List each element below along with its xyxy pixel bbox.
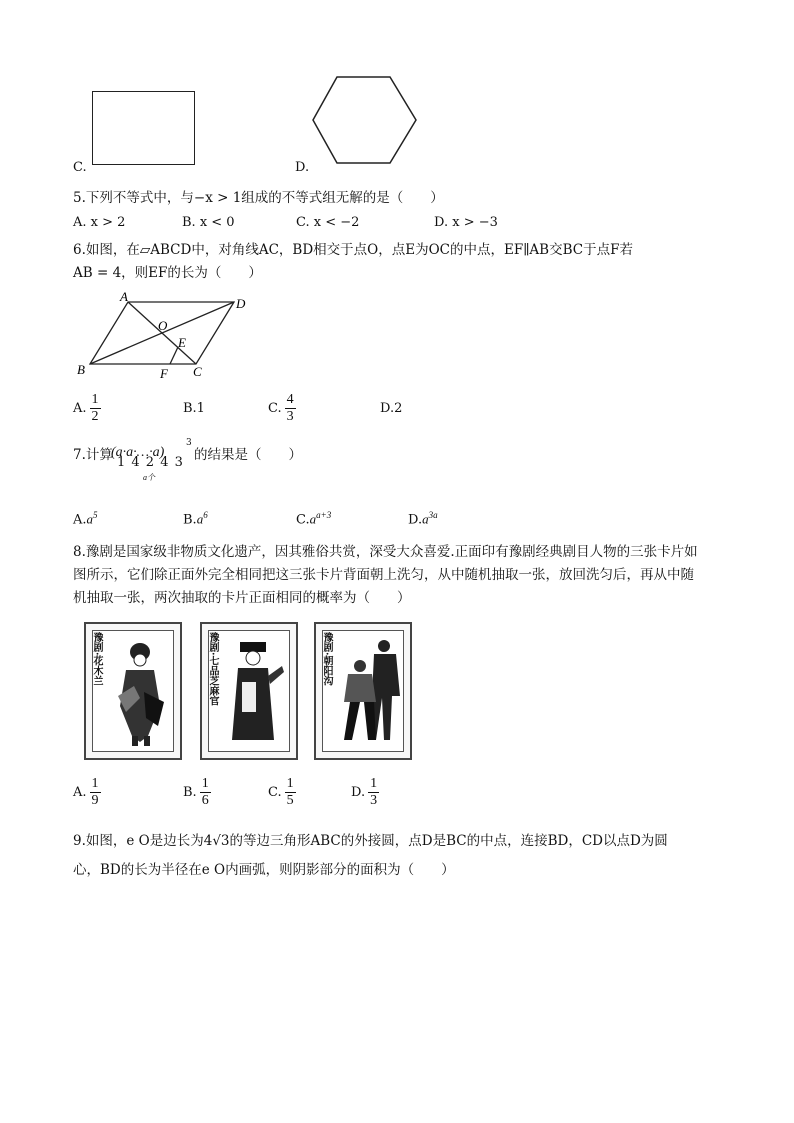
q8-card-hua-mulan: [84, 622, 182, 760]
q7-brace-count: a个: [143, 473, 155, 482]
q8-card-chaoyanggou: [314, 622, 412, 760]
q7-expression: (a·a·…·a): [111, 445, 165, 460]
q6-option-d: D.2: [380, 401, 403, 416]
q8-card-3-figure-image: [334, 636, 406, 748]
q5-option-b: B. x < 0: [182, 215, 235, 230]
q6-option-b: B.1: [183, 401, 205, 416]
q9-stem-line2: 心，BD的长为半径在e O内画弧，则阴影部分的面积为（ ）: [73, 862, 455, 878]
q8-card-3-label: 豫剧·朝阳沟: [321, 632, 332, 686]
q7-option-b: $B.a^6$: [183, 510, 208, 528]
q6-stem-line2: AB = 4，则EF的长为（ ）: [73, 265, 262, 281]
q6-label-c: C: [193, 364, 202, 379]
q7-option-c: $C.a^{a+3}$: [296, 510, 332, 528]
q8-option-b: B. $\frac{1}{6}$: [183, 776, 209, 808]
q7-stem-suffix: 的结果是（ ）: [194, 447, 302, 463]
q6-label-a: A: [120, 289, 128, 304]
q7-brace-digits: 1 4 2 4 3: [117, 455, 184, 470]
q4-option-c-label: C.: [73, 160, 87, 175]
q8-card-2-figure-image: [220, 636, 290, 748]
q7-exponent: 3: [186, 438, 192, 448]
q4-option-d-label: D.: [295, 160, 310, 175]
q8-option-d: D. $\frac{1}{3}$: [351, 776, 378, 808]
q8-card-1-label: 豫剧·花木兰: [91, 632, 102, 686]
q6-label-f: F: [160, 366, 168, 380]
q6-parallelogram-figure: [72, 288, 262, 380]
q7-option-a: $A.a^5$: [73, 510, 98, 528]
q6-label-d: D: [236, 296, 246, 311]
q5-option-c: C. x < −2: [296, 215, 360, 230]
q8-stem-line2: 图所示，它们除正面外完全相同把这三张卡片背面朝上洗匀，从中随机抽取一张，放回洗匀后，再从中随: [73, 567, 694, 583]
q5-stem: 5.下列不等式中，与−x > 1组成的不等式组无解的是（ ）: [73, 190, 444, 206]
q8-option-a: A. $\frac{1}{9}$: [73, 776, 99, 808]
q8-card-1-figure-image: [104, 636, 174, 748]
q4-hexagon-figure: [310, 74, 420, 166]
q6-label-e: E: [178, 335, 186, 350]
q4-rectangle-figure: [92, 91, 195, 165]
q8-card-2-label: 豫剧·七品芝麻官: [207, 632, 218, 706]
q8-stem-line1: 8.豫剧是国家级非物质文化遗产，因其雅俗共赏，深受大众喜爱.正面印有豫剧经典剧目人物的三张卡片如: [73, 544, 698, 560]
q7-stem-prefix: 7.计算: [73, 447, 113, 463]
q6-stem-line1: 6.如图，在▱ABCD中，对角线AC，BD相交于点O，点E为OC的中点，EF∥AB交BC于点F若: [73, 242, 633, 258]
q6-option-c: C. $\frac{4}{3}$: [268, 392, 294, 424]
q9-stem-line1: 9.如图，e O是边长为4√3的等边三角形ABC的外接圆，点D是BC的中点，连接BD，CD以点D为圆: [73, 833, 668, 849]
q6-label-b: B: [77, 362, 85, 377]
q8-stem-line3: 机抽取一张，两次抽取的卡片正面相同的概率为（ ）: [73, 590, 411, 606]
q6-label-o: O: [158, 318, 168, 333]
q5-option-a: A. x > 2: [73, 215, 126, 230]
q8-option-c: C. $\frac{1}{5}$: [268, 776, 294, 808]
q8-card-qipin: [200, 622, 298, 760]
q5-option-d: D. x > −3: [434, 215, 498, 230]
q6-option-a: A. $\frac{1}{2}$: [73, 392, 99, 424]
q7-option-d: $D.a^{3a}$: [408, 510, 438, 528]
